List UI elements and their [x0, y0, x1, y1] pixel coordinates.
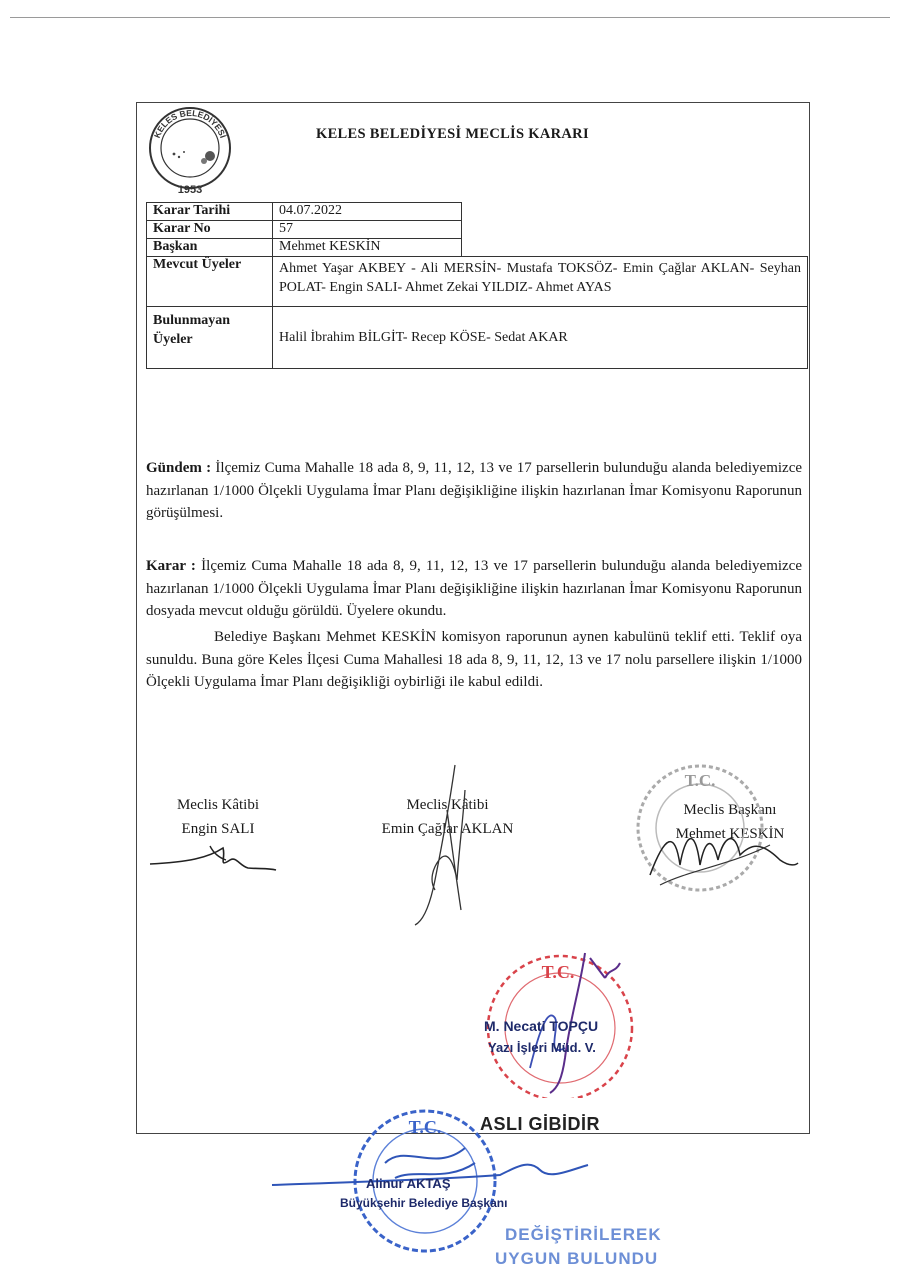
baskan-value: Mehmet KESKİN: [273, 239, 462, 257]
bulunmayan-uyeler-label: [147, 307, 273, 369]
bulunmayan-uyeler-value: Halil İbrahim BİLGİT- Recep KÖSE- Sedat AKAR: [273, 307, 808, 369]
signature-3-scribble: [640, 815, 800, 895]
mevcut-uyeler-label: Mevcut Üyeler: [147, 257, 273, 307]
blue-stamp-tc: T.C.: [408, 1117, 442, 1137]
signature-1-name: Engin SALI: [181, 821, 255, 837]
degistirilerek-stamp-line2: UYGUN BULUNDU: [495, 1249, 659, 1268]
blue-stamp-name: Alinur AKTAŞ: [366, 1176, 451, 1191]
gundem-paragraph: [146, 457, 802, 525]
signature-block-1: [148, 793, 288, 841]
seal-logo-text: KELES BELEDİYESİ: [151, 107, 229, 140]
red-stamp-role: Yazı İşleri Müd. V.: [488, 1040, 596, 1055]
karar-text-1: İlçemiz Cuma Mahalle 18 ada 8, 9, 11, 12, 13 ve 17 parsellerin bulunduğu alanda belediyemizce hazırlanan 1/1000 Ölçekli Uygulama İmar Planı değişikliğine ilişkin hazırlanan İmar Komisyonu Raporunun dosyada mevcut olduğu görüldü. Üyelere okundu.: [146, 558, 803, 619]
signature-2-name: Emin Çağlar AKLAN: [381, 821, 514, 837]
karar-tarihi-value: 04.07.2022: [273, 203, 462, 221]
karar-label: Karar :: [146, 558, 196, 574]
signature-3-name: Mehmet KESKİN: [675, 826, 785, 842]
karar-no-label: Karar No: [147, 221, 273, 239]
signature-1-title: Meclis Kâtibi: [176, 797, 260, 813]
empty-cell: [462, 203, 808, 257]
bulunmayan-label-line2: Üyeler: [153, 332, 193, 347]
row-karar-tarihi: [147, 203, 808, 221]
baskan-label: Başkan: [147, 239, 273, 257]
decision-info-table: [146, 202, 808, 369]
gundem-label: Gündem :: [146, 460, 212, 476]
signature-1-scribble: [148, 838, 278, 878]
row-mevcut-uyeler: [147, 257, 808, 307]
degistirilerek-stamp-line1: DEĞİŞTİRİLEREK: [505, 1225, 662, 1244]
asli-gibidir-stamp: ASLI GİBİDİR: [480, 1114, 601, 1134]
blue-stamp-role: Büyükşehir Belediye Başkanı: [340, 1196, 508, 1210]
top-scan-line: [10, 17, 890, 18]
mevcut-uyeler-value: Ahmet Yaşar AKBEY - Ali MERSİN- Mustafa TOKSÖZ- Emin Çağlar AKLAN- Seyhan POLAT- Engin SALI- Ahmet Zekai YILDIZ- Ahmet AYAS: [273, 257, 808, 307]
gundem-text: İlçemiz Cuma Mahalle 18 ada 8, 9, 11, 12, 13 ve 17 parsellerin bulunduğu alanda belediyemizce hazırlanan 1/1000 Ölçekli Uygulama İmar Planı değişikliğine ilişkin hazırlanan İmar Komisyonu Raporunun görüşülmesi.: [146, 460, 803, 521]
bulunmayan-label-line1: Bulunmayan: [153, 313, 231, 328]
document-title: KELES BELEDİYESİ MECLİS KARARI: [316, 126, 589, 142]
karar-no-value: 57: [273, 221, 462, 239]
svg-text:KELES BELEDİYESİ: [152, 108, 228, 139]
karar-paragraph: [146, 555, 802, 623]
red-stamp-name: M. Necati TOPÇU: [484, 1018, 599, 1034]
municipality-seal-logo: [144, 104, 236, 196]
grey-stamp-tc: T.C.: [684, 771, 716, 790]
row-bulunmayan-uyeler: [147, 307, 808, 369]
signature-2-title: Meclis Kâtibi: [406, 797, 489, 813]
karar-paragraph-2: Belediye Başkanı Mehmet KESKİN komisyon raporunun aynen kabulünü teklif etti. Teklif oya sunuldu. Buna göre Keles İlçesi Cuma Mahallesi 18 ada 8, 9, 11, 12, 13 ve 17 nolu parsellere ilişkin 1/1000 Ölçekli Uygulama İmar Planı değişikliği oybirliği ile kabul edildi.: [146, 629, 802, 690]
signature-3-title: Meclis Başkanı: [683, 802, 777, 818]
signature-2-scribble: [395, 760, 505, 930]
karar-tarihi-label: Karar Tarihi: [147, 203, 273, 221]
red-stamp-tc: T.C.: [541, 962, 575, 982]
seal-logo-year: 1953: [177, 184, 203, 196]
